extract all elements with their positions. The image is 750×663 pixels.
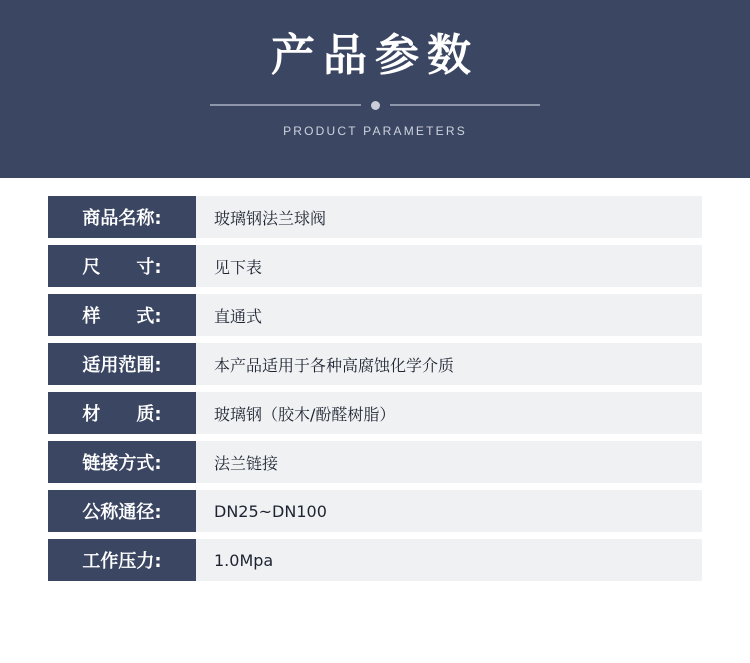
table-row	[48, 441, 702, 483]
spec-label: 工作压力:	[48, 539, 196, 581]
spec-label: 适用范围:	[48, 343, 196, 385]
spec-label: 公称通径:	[48, 490, 196, 532]
spec-table	[48, 196, 702, 588]
table-row	[48, 392, 702, 434]
spec-value: 玻璃钢法兰球阀	[196, 196, 702, 238]
table-row	[48, 196, 702, 238]
spec-label: 样 式:	[48, 294, 196, 336]
spec-value: 法兰链接	[196, 441, 702, 483]
page-subtitle: PRODUCT PARAMETERS	[283, 123, 467, 138]
spec-value: 直通式	[196, 294, 702, 336]
spec-value: 见下表	[196, 245, 702, 287]
page-title: 产品参数	[271, 30, 479, 81]
divider-dot-icon	[371, 101, 380, 110]
table-row	[48, 294, 702, 336]
divider-line-left	[210, 104, 361, 106]
table-row	[48, 490, 702, 532]
table-row	[48, 343, 702, 385]
spec-label: 链接方式:	[48, 441, 196, 483]
table-row	[48, 539, 702, 581]
spec-value: DN25~DN100	[196, 490, 702, 532]
spec-label: 尺 寸:	[48, 245, 196, 287]
spec-label: 商品名称:	[48, 196, 196, 238]
spec-value: 玻璃钢（胶木/酚醛树脂）	[196, 392, 702, 434]
spec-label: 材 质:	[48, 392, 196, 434]
banner-divider	[210, 101, 540, 110]
spec-value: 1.0Mpa	[196, 539, 702, 581]
page-banner	[0, 0, 750, 178]
table-row	[48, 245, 702, 287]
spec-value: 本产品适用于各种高腐蚀化学介质	[196, 343, 702, 385]
divider-line-right	[390, 104, 541, 106]
